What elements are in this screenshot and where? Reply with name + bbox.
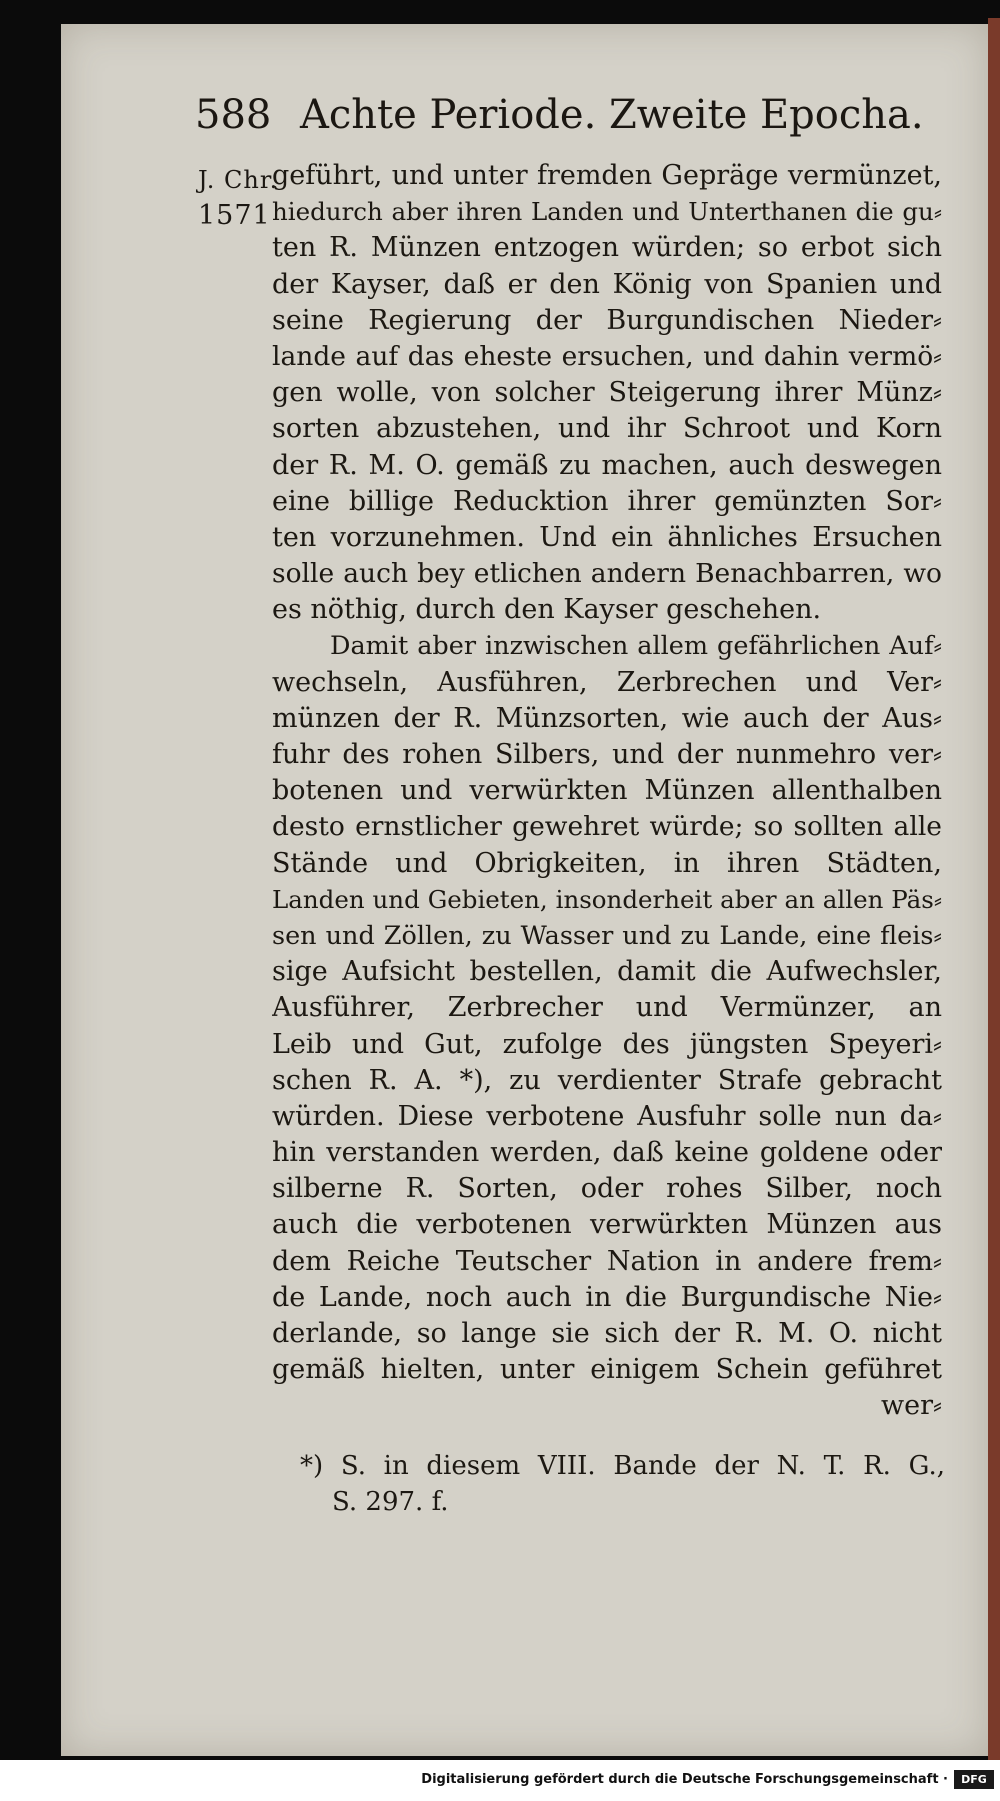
text-line: Stände und Obrigkeiten, in ihren Städten, xyxy=(272,847,942,879)
margin-note-year: 1571 xyxy=(198,200,271,231)
text-line: sorten abzustehen, und ihr Schroot und Korn xyxy=(272,413,942,445)
text-line: silberne R. Sorten, oder rohes Silber, noch xyxy=(272,1173,942,1205)
text-line: sige Aufsicht bestellen, damit die Aufwechsler, xyxy=(272,956,942,988)
footnote xyxy=(300,1448,945,1520)
text-line: geführt, und unter fremden Gepräge vermünzet, xyxy=(272,160,942,191)
text-line: münzen der R. Münzsorten, wie auch der Aus⸗ xyxy=(272,702,942,734)
text-line: seine Regierung der Burgundischen Nieder⸗ xyxy=(272,304,942,336)
text-line: lande auf das eheste ersuchen, und dahin vermö⸗ xyxy=(272,340,942,372)
footnote-line: S. 297. f. xyxy=(332,1487,449,1517)
margin-note-era: J. Chr. xyxy=(198,166,279,194)
running-title: Achte Periode. Zweite Epocha. xyxy=(300,92,924,138)
text-line: hiedurch aber ihren Landen und Unterthanen die gu⸗ xyxy=(272,197,942,227)
paragraph-start-line: Damit aber inzwischen allem gefährlichen Auf⸗ xyxy=(330,631,942,662)
text-line: ten vorzunehmen. Und ein ähnliches Ersuchen xyxy=(272,521,942,553)
text-line: es nöthig, durch den Kayser geschehen. xyxy=(272,594,822,626)
text-line: hin verstanden werden, daß keine goldene oder xyxy=(272,1137,942,1169)
text-line: würden. Diese verbotene Ausfuhr solle nun da⸗ xyxy=(272,1100,942,1132)
text-line: der R. M. O. gemäß zu machen, auch deswegen xyxy=(272,449,942,481)
text-line: gen wolle, von solcher Steigerung ihrer Münz⸗ xyxy=(272,377,942,409)
catchword: wer⸗ xyxy=(881,1390,942,1422)
body-text xyxy=(272,158,942,1425)
footnote-line: *) S. in diesem VIII. Bande der N. T. R. G., xyxy=(300,1451,945,1481)
text-line: der Kayser, daß er den König von Spanien und xyxy=(272,268,942,300)
text-line: dem Reiche Teutscher Nation in andere frem⸗ xyxy=(272,1245,942,1277)
text-line: Ausführer, Zerbrecher und Vermünzer, an xyxy=(272,992,942,1024)
text-line: Leib und Gut, zufolge des jüngsten Speyeri⸗ xyxy=(272,1028,942,1060)
text-line: eine billige Reducktion ihrer gemünzten Sor⸗ xyxy=(272,485,942,517)
text-line: botenen und verwürkten Münzen allenthalben xyxy=(272,775,942,807)
credit-bar xyxy=(0,1760,1000,1801)
text-line: auch die verbotenen verwürkten Münzen aus xyxy=(272,1209,942,1241)
text-line: gemäß hielten, unter einigem Schein geführet xyxy=(272,1354,942,1386)
text-line: ten R. Münzen entzogen würden; so erbot sich xyxy=(272,232,942,264)
dfg-logo-icon: DFG xyxy=(954,1770,994,1789)
funding-credit: Digitalisierung gefördert durch die Deutsche Forschungsgemeinschaft · xyxy=(421,1772,948,1787)
text-line: desto ernstlicher gewehret würde; so sollten alle xyxy=(272,811,942,843)
text-line: Landen und Gebieten, insonderheit aber an allen Päs⸗ xyxy=(272,884,942,914)
page-number: 588 xyxy=(195,92,272,138)
text-line: sen und Zöllen, zu Wasser und zu Lande, eine fleis⸗ xyxy=(272,920,942,951)
book-edge xyxy=(988,18,1000,1760)
text-line: fuhr des rohen Silbers, und der nunmehro ver⸗ xyxy=(272,739,942,770)
text-line: solle auch bey etlichen andern Benachbarren, wo xyxy=(272,558,942,590)
text-line: wechseln, Ausführen, Zerbrechen und Ver⸗ xyxy=(272,666,942,698)
text-line: schen R. A. *), zu verdienter Strafe gebracht xyxy=(272,1064,942,1096)
text-line: derlande, so lange sie sich der R. M. O. nicht xyxy=(272,1318,942,1349)
text-line: de Lande, noch auch in die Burgundische Nie⸗ xyxy=(272,1281,942,1313)
